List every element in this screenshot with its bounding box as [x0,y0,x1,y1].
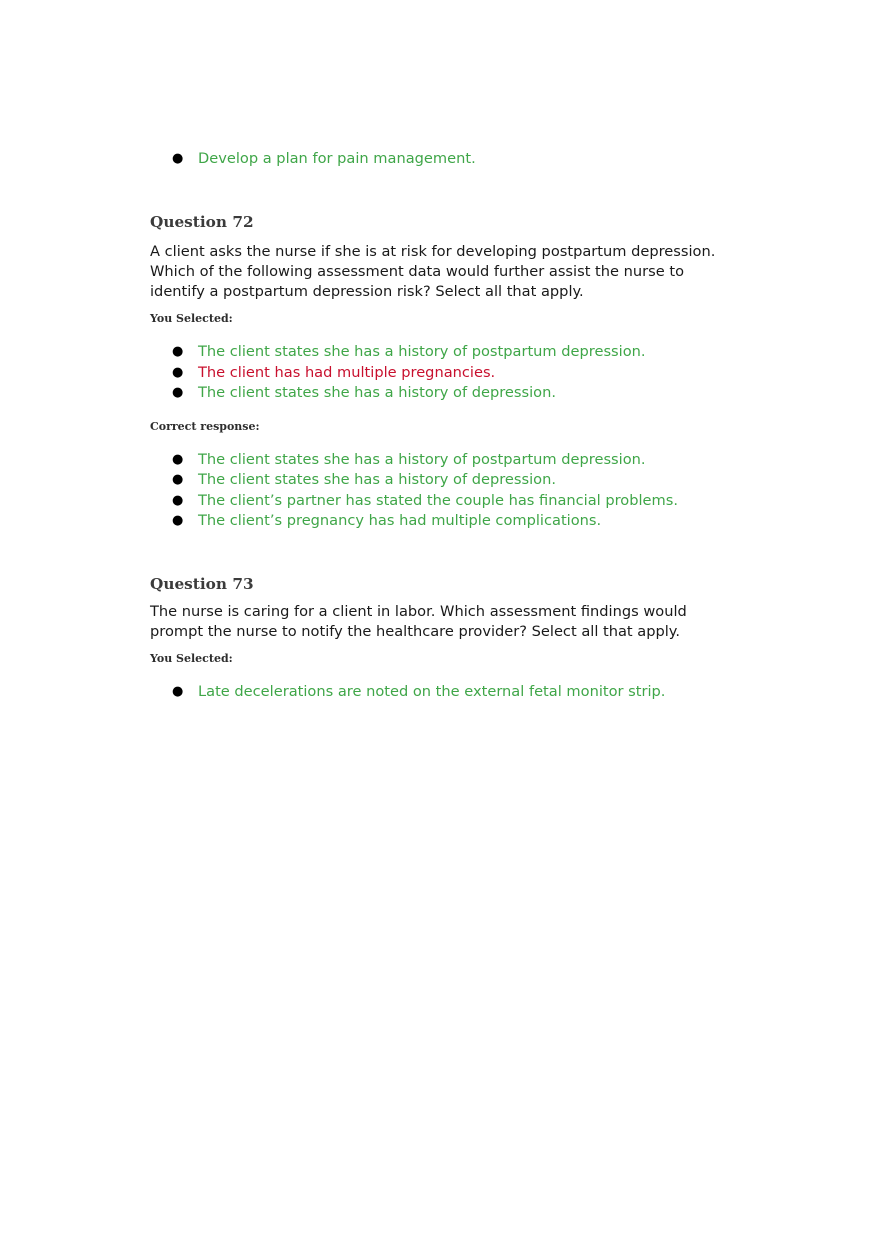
list-item [150,363,740,384]
correct-response-list [150,450,740,532]
list-item [150,491,740,512]
answer-text: The client’s pregnancy has had multiple complications. [198,512,602,530]
list-item [150,149,740,170]
previous-answer-list [150,149,740,170]
you-selected-list [150,342,740,404]
bullet-icon: ● [172,385,184,401]
question-text: The nurse is caring for a client in labor. Which assessment findings would prompt the nurse to notify the healthcare provider? Select all that apply. [150,602,687,641]
answer-text: The client states she has a history of depression. [198,384,556,402]
question-73 [150,574,740,703]
answer-text: The client has had multiple pregnancies. [198,363,496,381]
correct-response-label: Correct response: [150,419,260,433]
bullet-icon: ● [172,151,184,166]
answer-text: The client states she has a history of postpartum depression. [198,343,646,361]
answer-text: Late decelerations are noted on the external fetal monitor strip. [198,683,666,701]
list-item [150,682,740,703]
bullet-icon: ● [172,451,184,467]
page-content [150,149,740,703]
bullet-icon: ● [172,344,184,360]
bullet-icon: ● [172,513,184,529]
you-selected-label: You Selected: [150,652,233,666]
list-item [150,450,740,471]
bullet-icon: ● [172,364,184,380]
list-item [150,511,740,532]
question-heading: Question 72 [150,212,254,231]
question-72 [150,212,740,532]
you-selected-label: You Selected: [150,312,233,326]
answer-text: The client states she has a history of postpartum depression. [198,450,646,468]
list-item [150,342,740,363]
bullet-icon: ● [172,684,184,700]
question-text: A client asks the nurse if she is at risk for developing postpartum depression. Which of the following assessment data would further assist the nurse to identify a postpartum depression risk? Select all that apply. [150,242,716,301]
answer-text: The client’s partner has stated the couple has financial problems. [198,491,678,509]
answer-text: Develop a plan for pain management. [198,150,476,167]
list-item [150,383,740,404]
bullet-icon: ● [172,472,184,488]
you-selected-list [150,682,740,703]
bullet-icon: ● [172,492,184,508]
question-heading: Question 73 [150,574,254,593]
answer-text: The client states she has a history of depression. [198,471,556,489]
list-item [150,470,740,491]
